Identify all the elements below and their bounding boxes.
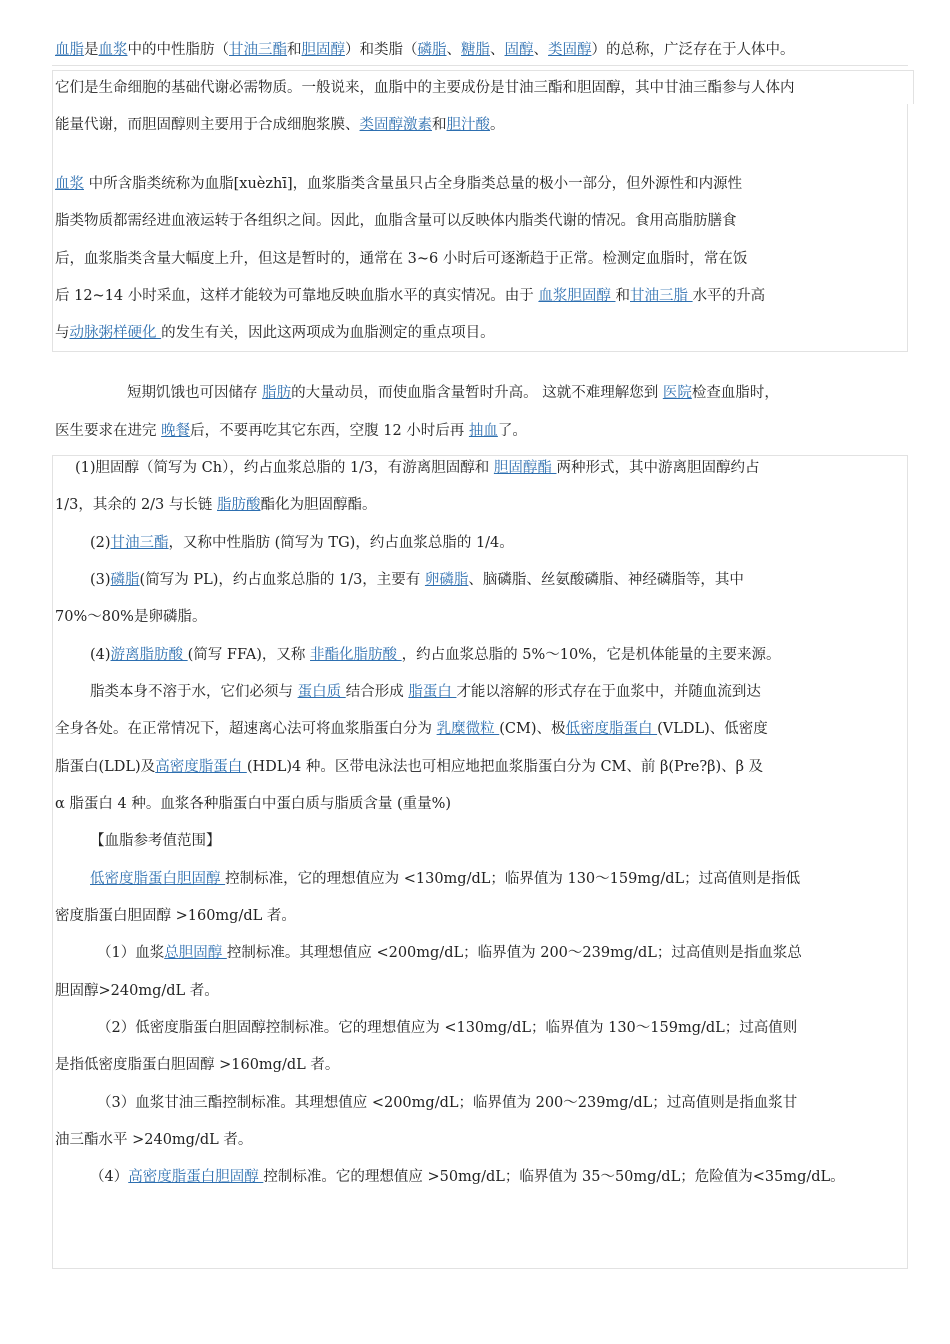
term-link[interactable]: 甘油三酯 [229,42,287,58]
text-segment: 后，不要再吃其它东西，空腹 12 小时后再 [190,423,469,439]
text-segment: 胆固醇>240mg/dL 者。 [55,983,219,999]
text-segment: 、 [533,42,548,58]
text-segment: 控制标准。其理想值应 <200mg/dL；临界值为 200～239mg/dL；过高值则是指血浆总 [226,945,802,961]
term-link[interactable]: 总胆固醇 [164,945,227,961]
term-link[interactable]: 游离脂肪酸 [110,647,188,663]
text-segment: 、 [490,42,505,58]
text-line [90,570,744,590]
text-segment: ，又称中性脂肪 (简写为 TG)，约占血浆总脂的 1/4。 [168,535,514,551]
text-segment: 全身各处。在正常情况下，超速离心法可将血浆脂蛋白分为 [55,721,437,737]
text-segment: (4) [90,647,111,663]
text-segment: 脂类物质都需经进血液运转于各组织之间。因此，血脂含量可以反映体内脂类代谢的情况。食用高脂肪膳食 [55,213,737,229]
text-segment: 后，血浆脂类含量大幅度上升，但这是暂时的，通常在 3~6 小时后可逐渐趋于正常。检测定血脂时，常在饭 [55,251,748,267]
term-link[interactable]: 胆固醇酯 [493,460,557,476]
text-segment: 检查血脂时， [691,385,779,401]
text-line [55,323,495,343]
text-segment: 才能以溶解的形式存在于血浆中，并随血流到达 [456,684,761,700]
text-line [55,1055,339,1075]
text-segment: 【血脂参考值范围】 [90,833,221,849]
term-link[interactable]: 卵磷脂 [424,572,469,588]
term-link[interactable]: 非酯化脂肪酸 [310,647,402,663]
text-segment: （4） [90,1169,129,1185]
text-line [90,533,514,553]
term-link[interactable]: 血浆胆固醇 [538,288,616,304]
text-segment: (VLDL)、低密度 [657,721,768,737]
text-line [55,495,377,515]
term-link[interactable]: 类固醇激素 [359,117,432,133]
term-link[interactable]: 动脉粥样硬化 [69,325,162,341]
text-segment: 中所含脂类统称为血脂[xuèzhī]，血浆脂类含量虽只占全身脂类总量的极小一部分，但外源性和内源性 [84,176,743,192]
text-line [55,286,765,306]
text-segment: 控制标准。它的理想值应 >50mg/dL；临界值为 35～50mg/dL；危险值为<35mg/dL。 [263,1169,845,1185]
text-segment: (1)胆固醇（简写为 Ch），约占血浆总脂的 1/3，有游离胆固醇和 [75,460,494,476]
term-link[interactable]: 血浆 [98,42,128,58]
text-segment: （2）低密度脂蛋白胆固醇控制标准。它的理想值应为 <130mg/dL；临界值为 130～159mg/dL；过高值则 [97,1020,798,1036]
text-line [75,458,760,478]
term-link[interactable]: 高密度脂蛋白 [155,759,247,775]
term-link[interactable]: 糖脂 [461,42,490,58]
term-link[interactable]: 高密度脂蛋白胆固醇 [128,1169,264,1185]
term-link[interactable]: 晚餐 [161,423,191,439]
term-link[interactable]: 磷脂 [417,42,447,58]
text-line [55,906,296,926]
section-heading [90,831,221,851]
text-segment: 酯化为胆固醇酯。 [260,497,377,513]
term-link[interactable]: 固醇 [504,42,534,58]
text-line [97,1018,797,1038]
term-link[interactable]: 胆固醇 [301,42,345,58]
term-link[interactable]: 脂肪 [262,385,292,401]
term-link[interactable]: 乳糜微粒 [436,721,500,737]
text-segment: 脂蛋白(LDL)及 [55,759,156,775]
text-line [90,869,800,889]
text-segment: 脂类本身不溶于水，它们必须与 [90,684,298,700]
term-link[interactable]: 血脂 [55,42,84,58]
term-link[interactable]: 低密度脂蛋白胆固醇 [90,871,226,887]
text-line [90,682,761,702]
text-line [127,383,779,403]
text-segment: 控制标准，它的理想值应为 <130mg/dL；临界值为 130～159mg/dL；过高值则是指低 [225,871,801,887]
text-segment: (HDL)4 种。区带电泳法也可相应地把血浆脂蛋白分为 CM、前 β(Pre?β)、β 及 [246,759,764,775]
text-line [55,40,795,60]
term-link[interactable]: 胆汁酸 [446,117,490,133]
text-segment: 的大量动员，而使血脂含量暂时升高。 这就不难理解您到 [291,385,663,401]
text-line [55,78,795,98]
text-segment: (3) [90,572,111,588]
text-segment: 、脑磷脂、丝氨酸磷脂、神经磷脂等，其中 [468,572,744,588]
text-segment: 、 [446,42,461,58]
text-segment: (CM)、极 [499,721,566,737]
text-segment: 两种形式，其中游离胆固醇约占 [556,460,760,476]
text-segment: 中的中性脂肪（ [127,42,229,58]
term-link[interactable]: 甘油三酯 [110,535,169,551]
term-link[interactable]: 脂蛋白 [408,684,457,700]
term-link[interactable]: 血浆 [55,176,84,192]
text-segment: 医生要求在进完 [55,423,162,439]
text-segment: （1）血浆 [97,945,165,961]
text-line [55,1130,252,1150]
text-line [97,943,802,963]
text-segment: 与 [55,325,70,341]
text-segment: 水平的升高 [692,288,766,304]
text-segment: 70%～80%是卵磷脂。 [55,609,207,625]
text-segment: α 脂蛋白 4 种。血浆各种脂蛋白中蛋白质与脂质含量 (重量%) [55,796,452,812]
text-line [97,1093,797,1113]
text-line [55,211,737,231]
term-link[interactable]: 类固醇 [548,42,592,58]
text-segment: （3）血浆甘油三酯控制标准。其理想值应 <200mg/dL；临界值为 200～239mg/dL；过高值则是指血浆甘 [97,1095,798,1111]
term-link[interactable]: 蛋白质 [297,684,346,700]
text-line [55,421,527,441]
text-segment: 能量代谢，而胆固醇则主要用于合成细胞浆膜、 [55,117,360,133]
term-link[interactable]: 医院 [662,385,692,401]
text-line [55,174,742,194]
text-line [55,794,451,814]
text-segment: 1/3，其余的 2/3 与长链 [55,497,217,513]
text-segment: 和 [615,288,630,304]
term-link[interactable]: 抽血 [468,423,498,439]
text-segment: 。 [490,117,505,133]
text-segment: 密度脂蛋白胆固醇 >160mg/dL 者。 [55,908,296,924]
text-line [55,981,219,1001]
text-segment: (2) [90,535,111,551]
text-segment: 短期饥饿也可因储存 [127,385,263,401]
text-segment: (简写 FFA)，又称 [187,647,311,663]
text-line [90,645,780,665]
text-segment: 结合形成 [345,684,409,700]
text-segment: ，约占血浆总脂的 5%～10%，它是机体能量的主要来源。 [401,647,781,663]
term-link[interactable]: 脂肪酸 [217,497,261,513]
text-segment: 是 [84,42,99,58]
term-link[interactable]: 甘油三脂 [630,288,693,304]
term-link[interactable]: 磷脂 [110,572,140,588]
text-segment: (简写为 PL)，约占血浆总脂的 1/3，主要有 [139,572,425,588]
text-segment: 和 [287,42,302,58]
text-segment: 的发生有关，因此这两项成为血脂测定的重点项目。 [161,325,495,341]
text-line [55,115,505,135]
text-line [55,607,206,627]
text-segment: ）和类脂（ [345,42,418,58]
text-segment: 它们是生命细胞的基础代谢必需物质。一般说来，血脂中的主要成份是甘油三酯和胆固醇，其中甘油三酯参与人体内 [55,80,795,96]
text-segment: 油三酯水平 >240mg/dL 者。 [55,1132,253,1148]
text-segment: 和 [432,117,447,133]
text-segment: 后 12~14 小时采血，这样才能较为可靠地反映血脂水平的真实情况。由于 [55,288,539,304]
text-line [55,719,768,739]
text-segment: 是指低密度脂蛋白胆固醇 >160mg/dL 者。 [55,1057,340,1073]
text-line [90,1167,845,1187]
text-line [55,757,763,777]
term-link[interactable]: 低密度脂蛋白 [565,721,658,737]
text-segment: 了。 [497,423,527,439]
text-segment: ）的总称，广泛存在于人体中。 [591,42,795,58]
text-line [55,249,747,269]
